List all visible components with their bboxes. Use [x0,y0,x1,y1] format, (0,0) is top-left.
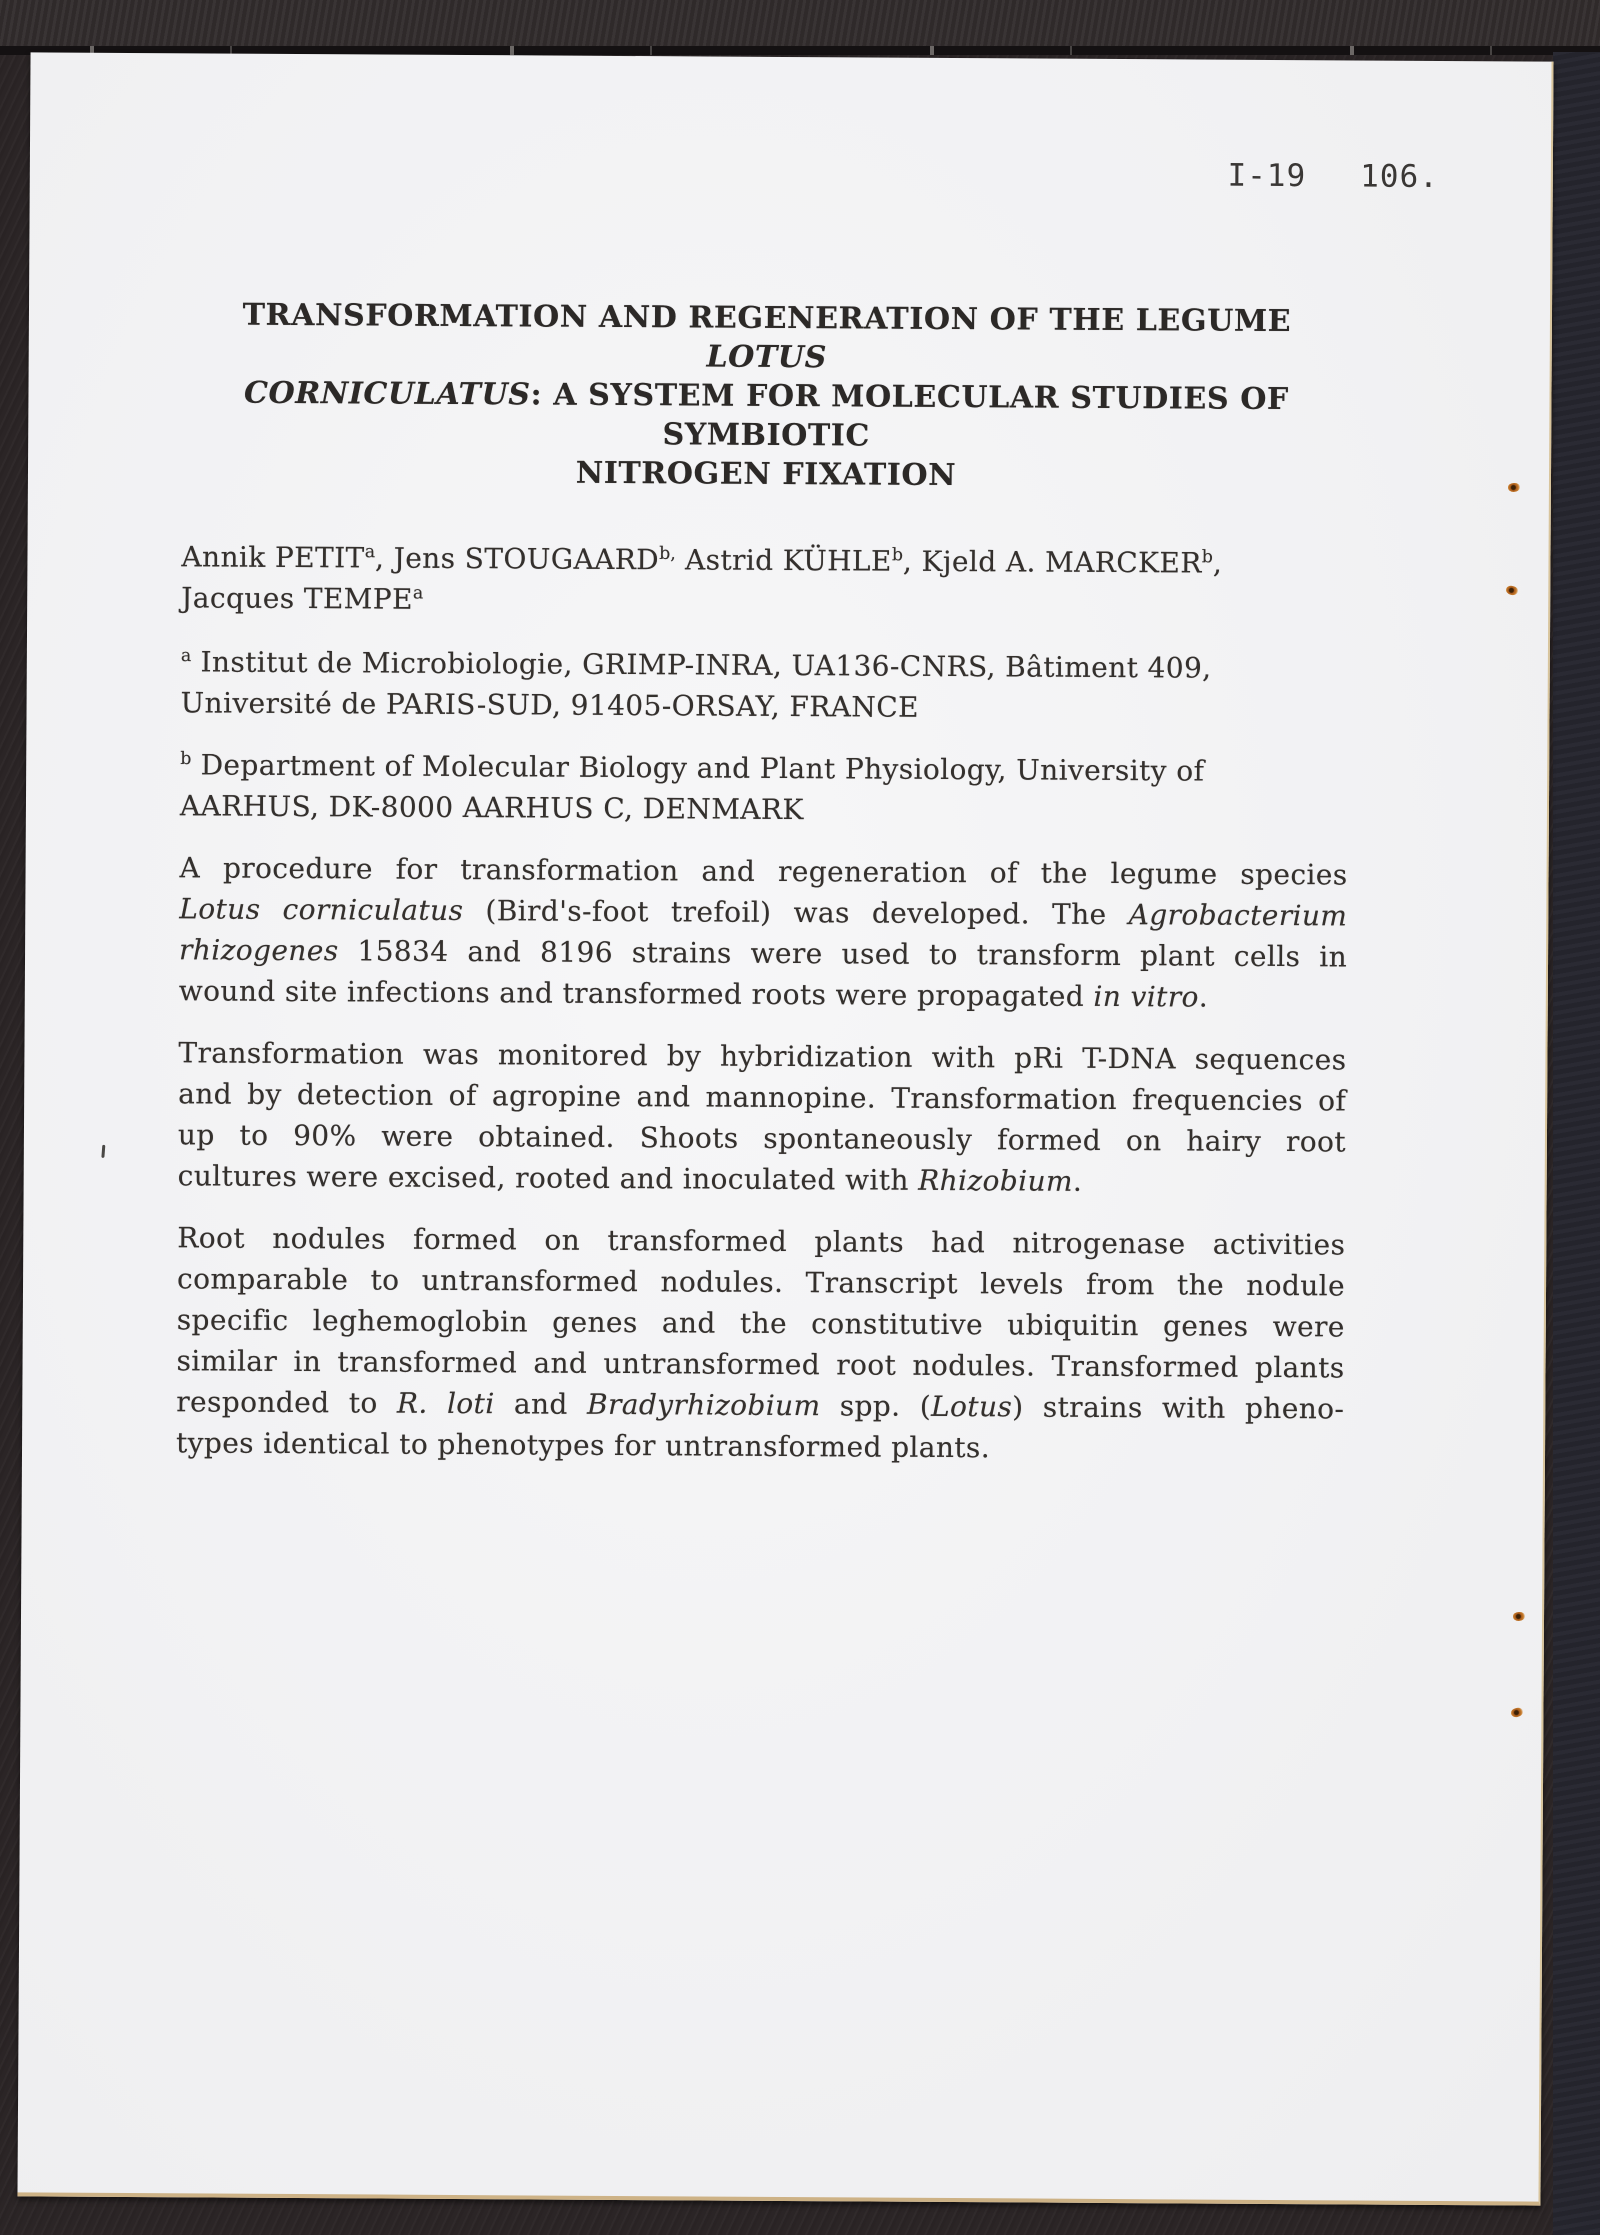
text-line: Jacques TEMPE$^a$ [181,581,424,616]
stray-ink-mark [101,1145,105,1158]
text-line: CORNICULATUS: A SYSTEM FOR MOLECULAR STUDIES OF SYMBIOTIC [243,375,1290,454]
document-page [17,52,1553,2205]
abstract-content [176,295,1351,1491]
abstract-paragraph-1 [179,847,1348,1018]
text-line: rhizogenes 15834 and 8196 strains were used to transform plant cells in [178,933,1348,974]
text-line: $^b$ Department of Molecular Biology and Plant Physiology, University of [180,748,1205,788]
text-line: $^a$ Institut de Microbiologie, GRIMP-INRA, UA136-CNRS, Bâtiment 409, [180,645,1212,685]
paper-title [182,295,1351,497]
text-line: comparable to untransformed nodules. Transcript levels from the nodule [176,1262,1346,1303]
abstract-paragraph-3 [176,1217,1345,1470]
text-line: AARHUS, DK-8000 AARHUS C, DENMARK [179,789,804,827]
text-line: similar in transformed and untransformed root nodules. Transformed plants [176,1344,1345,1385]
page-header [1227,158,1439,195]
page-number: 106. [1360,158,1439,195]
text-line: and by detection of agropine and mannopine. Transformation frequencies of [178,1077,1347,1118]
abstract-paragraph-2 [178,1032,1347,1203]
text-line: responded to R. loti and Bradyrhizobium spp. (Lotus) strains with pheno- [176,1385,1345,1426]
text-line: up to 90% were obtained. Shoots spontaneously formed on hairy root [177,1118,1347,1159]
text-line: specific leghemoglobin genes and the constitutive ubiquitin genes were [176,1303,1345,1344]
text-line: types identical to phenotypes for untransformed plants. [175,1426,991,1465]
text-line: NITROGEN FIXATION [575,455,957,494]
affiliation-a [180,641,1348,730]
scan-top-band [0,0,1600,48]
text-line: Université de PARIS-SUD, 91405-ORSAY, FRANCE [180,686,920,724]
authors [181,536,1349,625]
text-line: cultures were excised, rooted and inoculated with Rhizobium. [177,1159,1083,1198]
text-line: Transformation was monitored by hybridization with pRi T-DNA sequences [178,1036,1347,1077]
text-line: Lotus corniculatus (Bird's-foot trefoil) was developed. The Agrobacterium [179,892,1348,933]
affiliation-b [180,744,1348,833]
text-line: A procedure for transformation and regeneration of the legume species [179,851,1348,892]
text-line: Annik PETIT$^a$, Jens $STOUGAARD^{b,}$ Astrid KÜHLE$^b$, Kjeld A. MARCKER$^b$, [181,540,1223,580]
text-line: TRANSFORMATION AND REGENERATION OF THE LEGUME LOTUS [242,297,1292,376]
session-code: I-19 [1227,157,1307,195]
text-line: wound site infections and transformed roots were propagated in vitro. [178,974,1209,1014]
text-line: Root nodules formed on transformed plants had nitrogenase activities [177,1221,1346,1262]
scan-right-strip [1553,52,1600,2235]
